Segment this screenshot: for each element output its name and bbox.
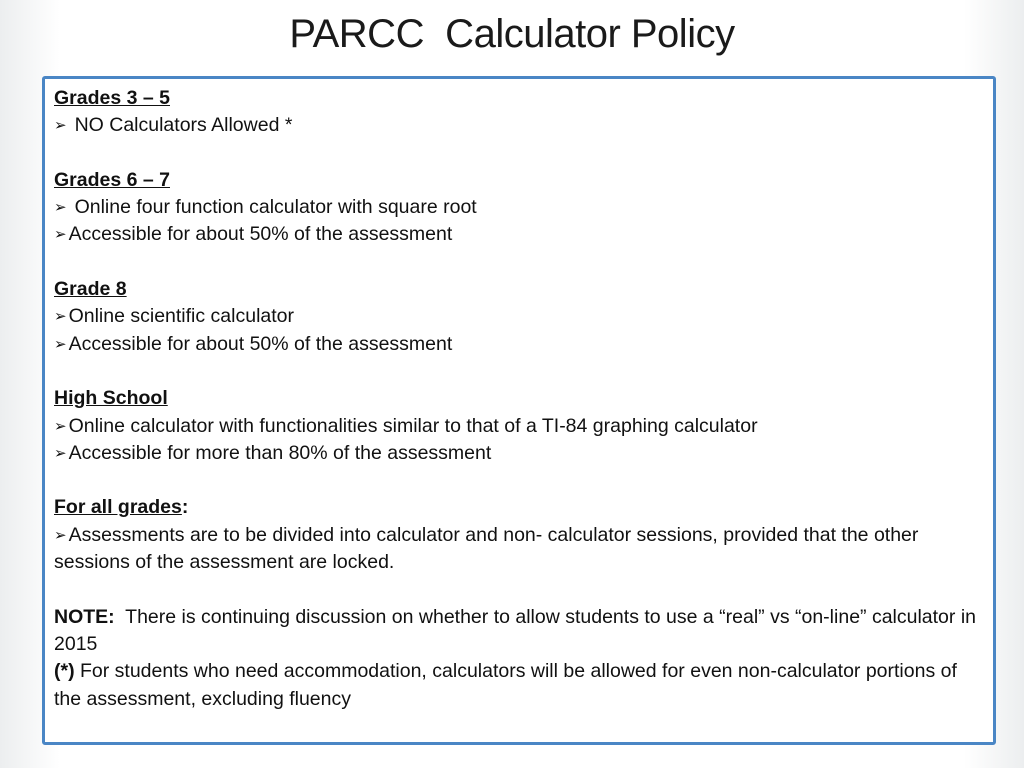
section-grades-3-5 bbox=[54, 85, 983, 140]
list-item-text: Accessible for more than 80% of the assessment bbox=[68, 441, 492, 464]
section-heading: Grades 3 – 5 bbox=[54, 87, 170, 109]
section-grade-8 bbox=[54, 276, 983, 358]
list-item-text: Assessments are to be divided into calculator and non- calculator sessions, provided that the other sessions of the assessment are locked. bbox=[54, 523, 919, 574]
section-heading: High School bbox=[54, 387, 168, 410]
note bbox=[54, 604, 983, 659]
list-item bbox=[54, 440, 983, 467]
arrow-bullet-icon: ➢ bbox=[54, 199, 67, 217]
arrow-bullet-icon: ➢ bbox=[54, 417, 67, 435]
note-text: There is continuing discussion on whether to allow students to use a “real” vs “on-line” calculator in 2015 bbox=[54, 605, 982, 655]
list-item-text: Online calculator with functionalities similar to that of a TI-84 graphing calculator bbox=[68, 414, 758, 437]
arrow-bullet-icon: ➢ bbox=[54, 308, 67, 326]
arrow-bullet-icon: ➢ bbox=[54, 526, 67, 544]
list-item-text: NO Calculators Allowed * bbox=[74, 114, 293, 137]
content-box bbox=[42, 76, 996, 745]
list-item bbox=[54, 413, 983, 440]
arrow-bullet-icon: ➢ bbox=[54, 226, 67, 244]
note-label: NOTE: bbox=[54, 605, 115, 628]
list-item bbox=[54, 221, 983, 248]
list-item bbox=[54, 194, 983, 221]
list-item-text: Online scientific calculator bbox=[68, 305, 295, 328]
list-item-text: Online four function calculator with square root bbox=[74, 196, 477, 219]
list-item bbox=[54, 112, 983, 139]
list-item bbox=[54, 303, 983, 330]
section-all-grades bbox=[54, 494, 983, 576]
arrow-bullet-icon: ➢ bbox=[54, 444, 67, 462]
arrow-bullet-icon: ➢ bbox=[54, 117, 67, 135]
list-item bbox=[54, 331, 983, 358]
arrow-bullet-icon: ➢ bbox=[54, 335, 67, 353]
footnote-label: (*) bbox=[54, 660, 75, 683]
heading-colon: : bbox=[181, 496, 189, 519]
section-heading: Grade 8 bbox=[54, 278, 127, 301]
section-grades-6-7 bbox=[54, 167, 983, 249]
footnote-text: For students who need accommodation, calculators will be allowed for even non-calculator portions of the assessment, excluding fluency bbox=[54, 660, 963, 710]
section-heading-row bbox=[54, 494, 983, 521]
list-item bbox=[54, 522, 983, 577]
footnote bbox=[54, 658, 983, 713]
section-heading: Grades 6 – 7 bbox=[54, 168, 170, 191]
section-heading: For all grades bbox=[54, 496, 182, 519]
list-item-text: Accessible for about 50% of the assessment bbox=[68, 332, 453, 355]
page-title: PARCC Calculator Policy bbox=[289, 12, 735, 56]
section-high-school bbox=[54, 385, 983, 467]
list-item-text: Accessible for about 50% of the assessment bbox=[68, 223, 453, 246]
